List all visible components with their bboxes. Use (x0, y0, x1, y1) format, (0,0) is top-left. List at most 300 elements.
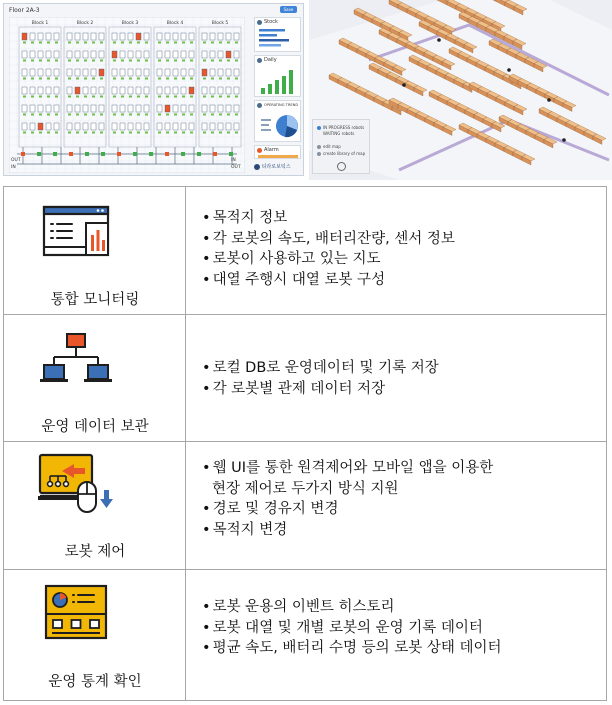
map-rack (91, 105, 96, 112)
map-robot (158, 114, 161, 116)
map-node (69, 152, 73, 156)
map-robot (39, 60, 42, 62)
map-robot (219, 96, 222, 98)
map-robot (174, 132, 177, 134)
database-tree-icon (38, 331, 114, 389)
map-robot (227, 60, 230, 62)
map-rack (22, 33, 27, 40)
screenshot-strip (0, 0, 612, 180)
map-robot (219, 60, 222, 62)
alarm-icon (257, 148, 262, 153)
map-robot (182, 114, 185, 116)
alarm-card-title: Alarm (264, 147, 279, 153)
map-rack (210, 33, 215, 40)
map-rack (157, 69, 162, 76)
feature-list (202, 208, 455, 290)
map-node (229, 152, 233, 156)
trend-icon (257, 103, 262, 108)
daily-icon (257, 58, 262, 63)
map-robot (203, 60, 206, 62)
feature-row-robot-control (4, 441, 606, 569)
map-robot (55, 132, 58, 134)
map-robot (174, 96, 177, 98)
map-rack (144, 51, 149, 58)
map-robot (84, 60, 87, 62)
map-rack (112, 105, 117, 112)
map-robot (211, 42, 214, 44)
map-rack (181, 33, 186, 40)
map-rack (165, 123, 170, 130)
map-robot (227, 96, 230, 98)
map-rack (75, 69, 80, 76)
map-rack (165, 105, 170, 112)
map-rack (75, 105, 80, 112)
feature-item-continued: 현장 제어로 두가지 방식 지원 (212, 480, 399, 497)
map-rack (181, 123, 186, 130)
map-robot (92, 132, 95, 134)
map-robot (190, 60, 193, 62)
map-robot (145, 114, 148, 116)
legend-waiting-text: WAITING robots (323, 131, 355, 136)
map-rack (202, 123, 207, 130)
map-robot (47, 132, 50, 134)
map-robot (39, 114, 42, 116)
map-node (133, 152, 137, 156)
map-rack (128, 51, 133, 58)
map-robot (137, 60, 140, 62)
map-in-label-right: IN (231, 158, 236, 163)
map-robot (68, 42, 71, 44)
stock-card[interactable] (254, 17, 301, 52)
map-rack (30, 33, 35, 40)
map-rack (67, 123, 72, 130)
stock-bars (259, 28, 297, 50)
map-robot (227, 78, 230, 80)
map-rack (157, 51, 162, 58)
map-rack (54, 105, 59, 112)
map-robot (47, 60, 50, 62)
map-rack (112, 69, 117, 76)
floor-monitor-screenshot (3, 3, 304, 176)
map-rack (99, 33, 104, 40)
map-rack (22, 105, 27, 112)
map-rack (234, 123, 239, 130)
settings-gear-icon[interactable] (337, 162, 346, 171)
map-rack (99, 105, 104, 112)
iso-robot (562, 138, 566, 142)
map-robot (203, 96, 206, 98)
map-node (149, 152, 153, 156)
map-rack (128, 123, 133, 130)
map-rack (136, 123, 141, 130)
map-robot (174, 42, 177, 44)
map-robot (23, 132, 26, 134)
map-robot (145, 60, 148, 62)
map-rack (157, 87, 162, 94)
map-robot (182, 96, 185, 98)
map-robot (47, 42, 50, 44)
map-robot (76, 96, 79, 98)
stock-card-title: Stock (264, 19, 278, 25)
map-rack (99, 51, 104, 58)
map-robot (137, 96, 140, 98)
map-rack (165, 69, 170, 76)
top-save-button[interactable]: Save (280, 6, 297, 13)
map-robot (100, 132, 103, 134)
map-robot (129, 114, 132, 116)
map-robot (182, 132, 185, 134)
map-rack (46, 87, 51, 94)
daily-card[interactable] (254, 55, 301, 97)
map-rack (202, 105, 207, 112)
map-robot (203, 78, 206, 80)
map-robot (84, 78, 87, 80)
map-rack (99, 87, 104, 94)
map-robot (84, 114, 87, 116)
map-rack (226, 87, 231, 94)
map-robot (227, 132, 230, 134)
map-robot (100, 114, 103, 116)
map-robot (31, 114, 34, 116)
map-rack (144, 105, 149, 112)
map-robot (129, 132, 132, 134)
map-node (21, 152, 25, 156)
map-robot (211, 60, 214, 62)
map-robot (235, 132, 238, 134)
map-robot (47, 96, 50, 98)
map-rack (165, 51, 170, 58)
map-rack (136, 51, 141, 58)
map-robot (166, 96, 169, 98)
map-robot (31, 96, 34, 98)
map-rack (112, 51, 117, 58)
map-rack (67, 69, 72, 76)
map-rack (226, 69, 231, 76)
map-rack (218, 33, 223, 40)
map-robot (92, 42, 95, 44)
map-robot (121, 60, 124, 62)
feature-title: 운영 데이터 보관 (41, 419, 149, 435)
map-rack (38, 69, 43, 76)
map-rack (67, 105, 72, 112)
map-robot (76, 132, 79, 134)
map-rack (144, 33, 149, 40)
map-robot (145, 132, 148, 134)
map-rack (136, 33, 141, 40)
map-rack (157, 105, 162, 112)
map-robot (137, 114, 140, 116)
map-rack (226, 105, 231, 112)
map-node (37, 152, 41, 156)
map-rack (218, 123, 223, 130)
daily-card-title: Daily (264, 57, 277, 63)
map-rack (22, 123, 27, 130)
map-rack (83, 69, 88, 76)
map-robot (235, 60, 238, 62)
trend-card[interactable] (254, 100, 301, 142)
map-node (197, 152, 201, 156)
map-robot (219, 78, 222, 80)
map-rack (234, 51, 239, 58)
map-robot (235, 78, 238, 80)
map-rack (46, 69, 51, 76)
edit-map-link[interactable] (317, 144, 341, 149)
map-rack (157, 123, 162, 130)
map-robot (84, 132, 87, 134)
map-rack (218, 87, 223, 94)
map-rack (144, 69, 149, 76)
map-robot (76, 78, 79, 80)
map-rack (22, 51, 27, 58)
map-robot (92, 78, 95, 80)
map-rack (120, 105, 125, 112)
map-robot (121, 132, 124, 134)
map-rack (38, 123, 43, 130)
map-robot (129, 60, 132, 62)
map-rack (173, 123, 178, 130)
map-rack (165, 87, 170, 94)
map-rack (120, 51, 125, 58)
map-rack (30, 123, 35, 130)
feature-item: • 로봇 대열 및 개별 로봇의 운영 기록 데이터 (202, 618, 502, 639)
map-robot (158, 96, 161, 98)
map-robot (235, 114, 238, 116)
map-robot (166, 42, 169, 44)
trend-card-title: OPERATING TREND (264, 103, 299, 107)
create-library-link[interactable] (317, 151, 365, 156)
legend-in-progress (317, 125, 364, 130)
map-rack (210, 69, 215, 76)
in-progress-swatch-icon (317, 126, 321, 130)
map-rack (136, 87, 141, 94)
map-robot (68, 96, 71, 98)
map-rack (91, 123, 96, 130)
create-library-text: create library of map (323, 151, 366, 156)
map-rack (218, 51, 223, 58)
feature-row-data-storage (4, 314, 606, 441)
feature-left-cell (4, 187, 186, 314)
feature-row-monitoring (4, 187, 606, 314)
map-rack (181, 51, 186, 58)
map-rack (112, 123, 117, 130)
feature-item: • 웹 UI를 통한 원격제어와 모바일 앱을 이용한 (202, 458, 493, 479)
feature-table (3, 186, 607, 701)
stock-icon (257, 20, 262, 25)
stats-side-panel (254, 17, 301, 173)
map-robot (113, 78, 116, 80)
remote-control-icon (38, 452, 114, 518)
floor-map (9, 17, 245, 173)
map-robot (158, 78, 161, 80)
map-rack (30, 87, 35, 94)
map-rack (22, 87, 27, 94)
map-robot (68, 132, 71, 134)
map-robot (121, 42, 124, 44)
map-rack (181, 87, 186, 94)
map-rack (189, 105, 194, 112)
map-block-label: Block 5 (211, 21, 229, 26)
map-robot (182, 78, 185, 80)
map-rack (189, 123, 194, 130)
map-rack (210, 87, 215, 94)
map-block-label: Block 1 (31, 21, 49, 26)
map-robot (23, 114, 26, 116)
map-robot (39, 132, 42, 134)
map-robot (47, 114, 50, 116)
map-robot (219, 42, 222, 44)
logo-text: 티라로보틱스 (261, 164, 291, 170)
map-rack (120, 69, 125, 76)
trend-pie (259, 111, 299, 141)
map-robot (31, 132, 34, 134)
map-robot (211, 78, 214, 80)
iso-robot (547, 98, 551, 102)
map-node (101, 152, 105, 156)
map-rack (54, 51, 59, 58)
map-node (85, 152, 89, 156)
map-rack (234, 87, 239, 94)
map-robot (113, 114, 116, 116)
map-rack (120, 33, 125, 40)
map-robot (55, 114, 58, 116)
map-rack (189, 69, 194, 76)
map-robot (84, 42, 87, 44)
map-rack (83, 105, 88, 112)
map-rack (234, 33, 239, 40)
map-robot (76, 114, 79, 116)
map-rack (234, 69, 239, 76)
feature-item: • 각 로봇의 속도, 배터리잔량, 센서 정보 (202, 229, 455, 250)
map-robot (55, 42, 58, 44)
map-robot (174, 78, 177, 80)
map-robot (145, 96, 148, 98)
map-robot (137, 132, 140, 134)
feature-left-cell (4, 442, 186, 569)
map-robot (203, 114, 206, 116)
map-rack (54, 123, 59, 130)
map-robot (211, 96, 214, 98)
map-robot (166, 132, 169, 134)
map-rack (210, 51, 215, 58)
feature-left-cell (4, 570, 186, 700)
feature-title: 운영 통계 확인 (48, 674, 142, 690)
map-robot (145, 78, 148, 80)
map-robot (113, 96, 116, 98)
map-robot (227, 42, 230, 44)
map-rack (226, 123, 231, 130)
map-rack (38, 87, 43, 94)
feature-right-cell (186, 315, 606, 441)
map-node (181, 152, 185, 156)
map-rack (189, 87, 194, 94)
map-rack (210, 123, 215, 130)
map-rack (144, 87, 149, 94)
map-robot (23, 42, 26, 44)
map-robot (211, 132, 214, 134)
statistics-report-icon (38, 584, 114, 642)
map-rack (128, 87, 133, 94)
map-robot (158, 60, 161, 62)
map-robot (55, 96, 58, 98)
map-robot (137, 42, 140, 44)
map-rack (136, 105, 141, 112)
map-rack (38, 105, 43, 112)
alarm-card[interactable] (254, 145, 301, 159)
map-robot (55, 78, 58, 80)
map-robot (68, 60, 71, 62)
edit-icon (317, 145, 321, 149)
feature-list (202, 597, 502, 659)
map-robot (129, 42, 132, 44)
map-in-label-left: IN (11, 165, 16, 170)
map-robot (190, 132, 193, 134)
map-rack (120, 123, 125, 130)
map-robot (174, 114, 177, 116)
map-rack (46, 105, 51, 112)
map-robot (219, 114, 222, 116)
map-rack (30, 105, 35, 112)
map-robot (137, 78, 140, 80)
map-robot (92, 114, 95, 116)
map-robot (100, 60, 103, 62)
map-robot (158, 132, 161, 134)
map-robot (100, 42, 103, 44)
map-robot (203, 42, 206, 44)
map-robot (219, 132, 222, 134)
feature-item: • 목적지 정보 (202, 208, 455, 229)
map-rack (173, 105, 178, 112)
map-node (165, 152, 169, 156)
map-robot (158, 42, 161, 44)
map-rack (226, 33, 231, 40)
feature-item: • 대열 주행시 대열 로봇 구성 (202, 270, 455, 291)
map-rack (67, 33, 72, 40)
map-rack (173, 87, 178, 94)
map-rack (120, 87, 125, 94)
map-robot (23, 96, 26, 98)
map-rack (202, 33, 207, 40)
map-robot (190, 96, 193, 98)
map-rack (136, 69, 141, 76)
map-rack (67, 51, 72, 58)
company-logo (254, 163, 291, 170)
map-robot (39, 42, 42, 44)
feature-item: • 평균 속도, 배터리 수명 등의 로봇 상태 데이터 (202, 638, 502, 659)
legend-waiting (323, 131, 354, 136)
map-robot (68, 114, 71, 116)
map-rack (46, 51, 51, 58)
map-rack (181, 105, 186, 112)
feature-row-statistics (4, 569, 606, 700)
map-rack (75, 51, 80, 58)
map-rack (54, 33, 59, 40)
map-robot (84, 96, 87, 98)
map-robot (227, 114, 230, 116)
feature-item: • 경로 및 경유지 변경 (202, 499, 493, 520)
feature-item: • 로봇 운용의 이벤트 히스토리 (202, 597, 502, 618)
map-rack (91, 51, 96, 58)
map-robot (55, 60, 58, 62)
map-robot (129, 78, 132, 80)
map-out-label-left: OUT (11, 158, 21, 163)
iso-robot (402, 83, 406, 87)
map-rack (54, 69, 59, 76)
map-robot (190, 42, 193, 44)
map-rack (173, 33, 178, 40)
map-robot (39, 78, 42, 80)
map-robot (145, 42, 148, 44)
map-rack (144, 123, 149, 130)
